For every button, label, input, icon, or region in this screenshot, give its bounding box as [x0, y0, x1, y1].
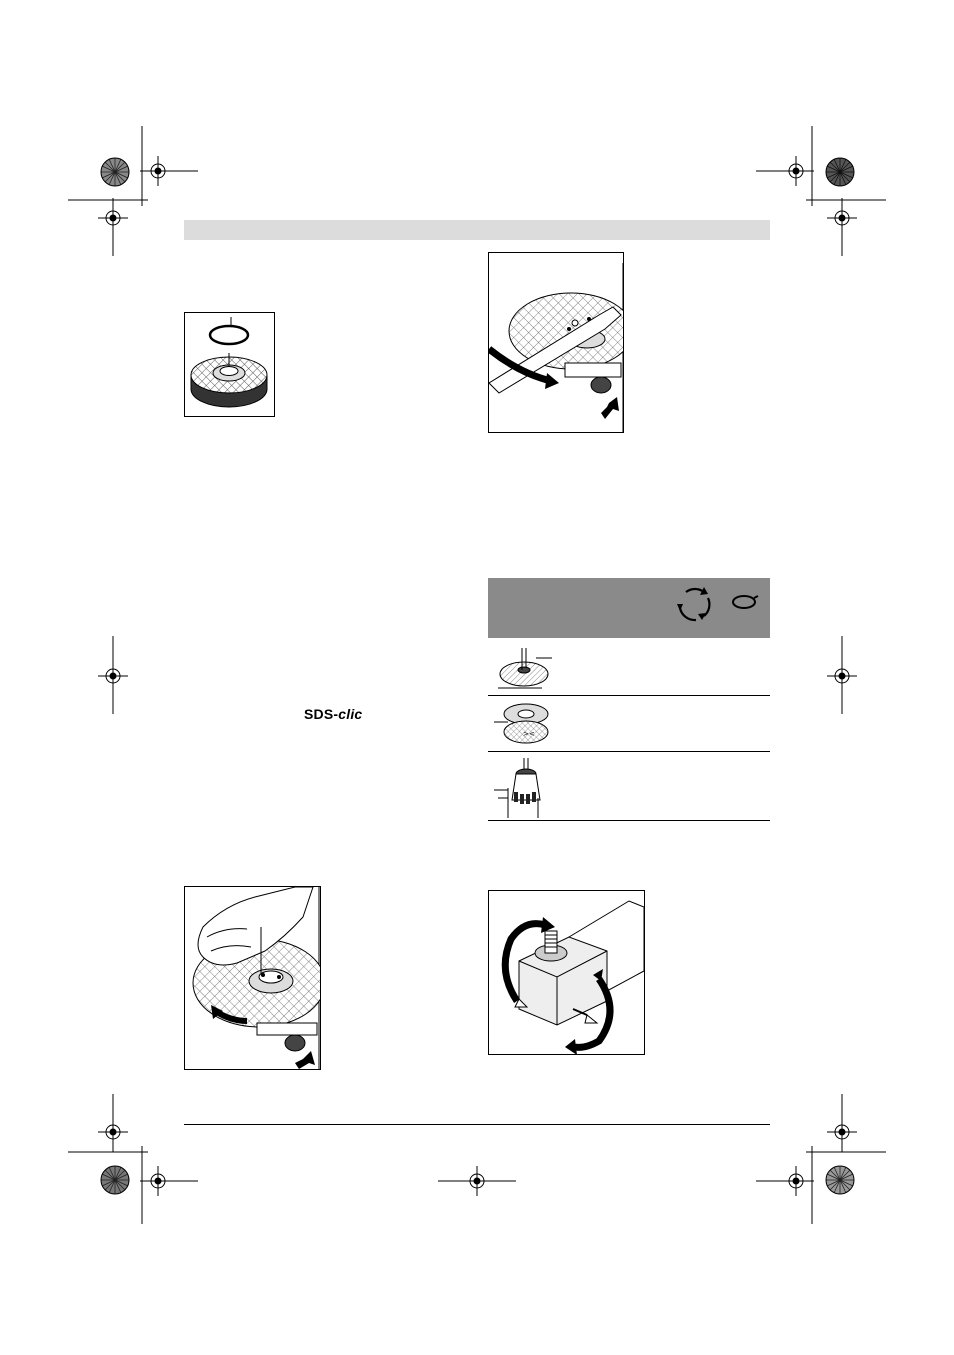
- footer-rule: [184, 1124, 770, 1125]
- wire-cup-brush-icon: [494, 758, 554, 818]
- disc-wrench-illustration: [489, 253, 623, 432]
- color-rosette-icon: [825, 1165, 855, 1195]
- crosshair-registration-icon: [140, 156, 200, 186]
- crosshair-registration-icon: [756, 156, 816, 186]
- crosshair-registration-icon: [827, 636, 857, 716]
- crosshair-registration-icon: [756, 1166, 816, 1196]
- table-row: [488, 638, 770, 696]
- page-header-bar: [184, 220, 770, 240]
- figure-ring-flange: [184, 312, 275, 417]
- accessory-table: [488, 578, 770, 821]
- crosshair-registration-icon: [140, 1166, 200, 1196]
- recycle-icon: [674, 584, 714, 624]
- color-rosette-icon: [100, 1165, 130, 1195]
- table-row: [488, 752, 770, 821]
- locking-ring-icon: [730, 592, 760, 614]
- table-row: [488, 696, 770, 752]
- flange-illustration: [185, 313, 274, 416]
- crosshair-registration-icon: [827, 198, 857, 258]
- logo-prefix: SDS-: [304, 706, 339, 722]
- figure-gear-head-rotation: [488, 890, 645, 1055]
- crosshair-registration-icon: [438, 1166, 518, 1196]
- sds-clic-logo: [304, 706, 362, 722]
- table-header: [488, 578, 770, 638]
- svg-text:><: ><: [523, 730, 535, 738]
- crosshair-registration-icon: [98, 198, 128, 258]
- color-rosette-icon: [825, 157, 855, 187]
- hand-flange-illustration: [185, 887, 320, 1069]
- logo-suffix: clic: [338, 706, 363, 722]
- gear-head-illustration: [489, 891, 644, 1054]
- crosshair-registration-icon: [98, 636, 128, 716]
- figure-hand-flange: [184, 886, 321, 1070]
- figure-disc-wrench: [488, 252, 624, 433]
- crosshair-registration-icon: [827, 1094, 857, 1154]
- color-rosette-icon: [100, 157, 130, 187]
- grinding-disc-icon: [494, 700, 554, 748]
- crosshair-registration-icon: [98, 1094, 128, 1154]
- cutting-disc-icon: [494, 648, 554, 690]
